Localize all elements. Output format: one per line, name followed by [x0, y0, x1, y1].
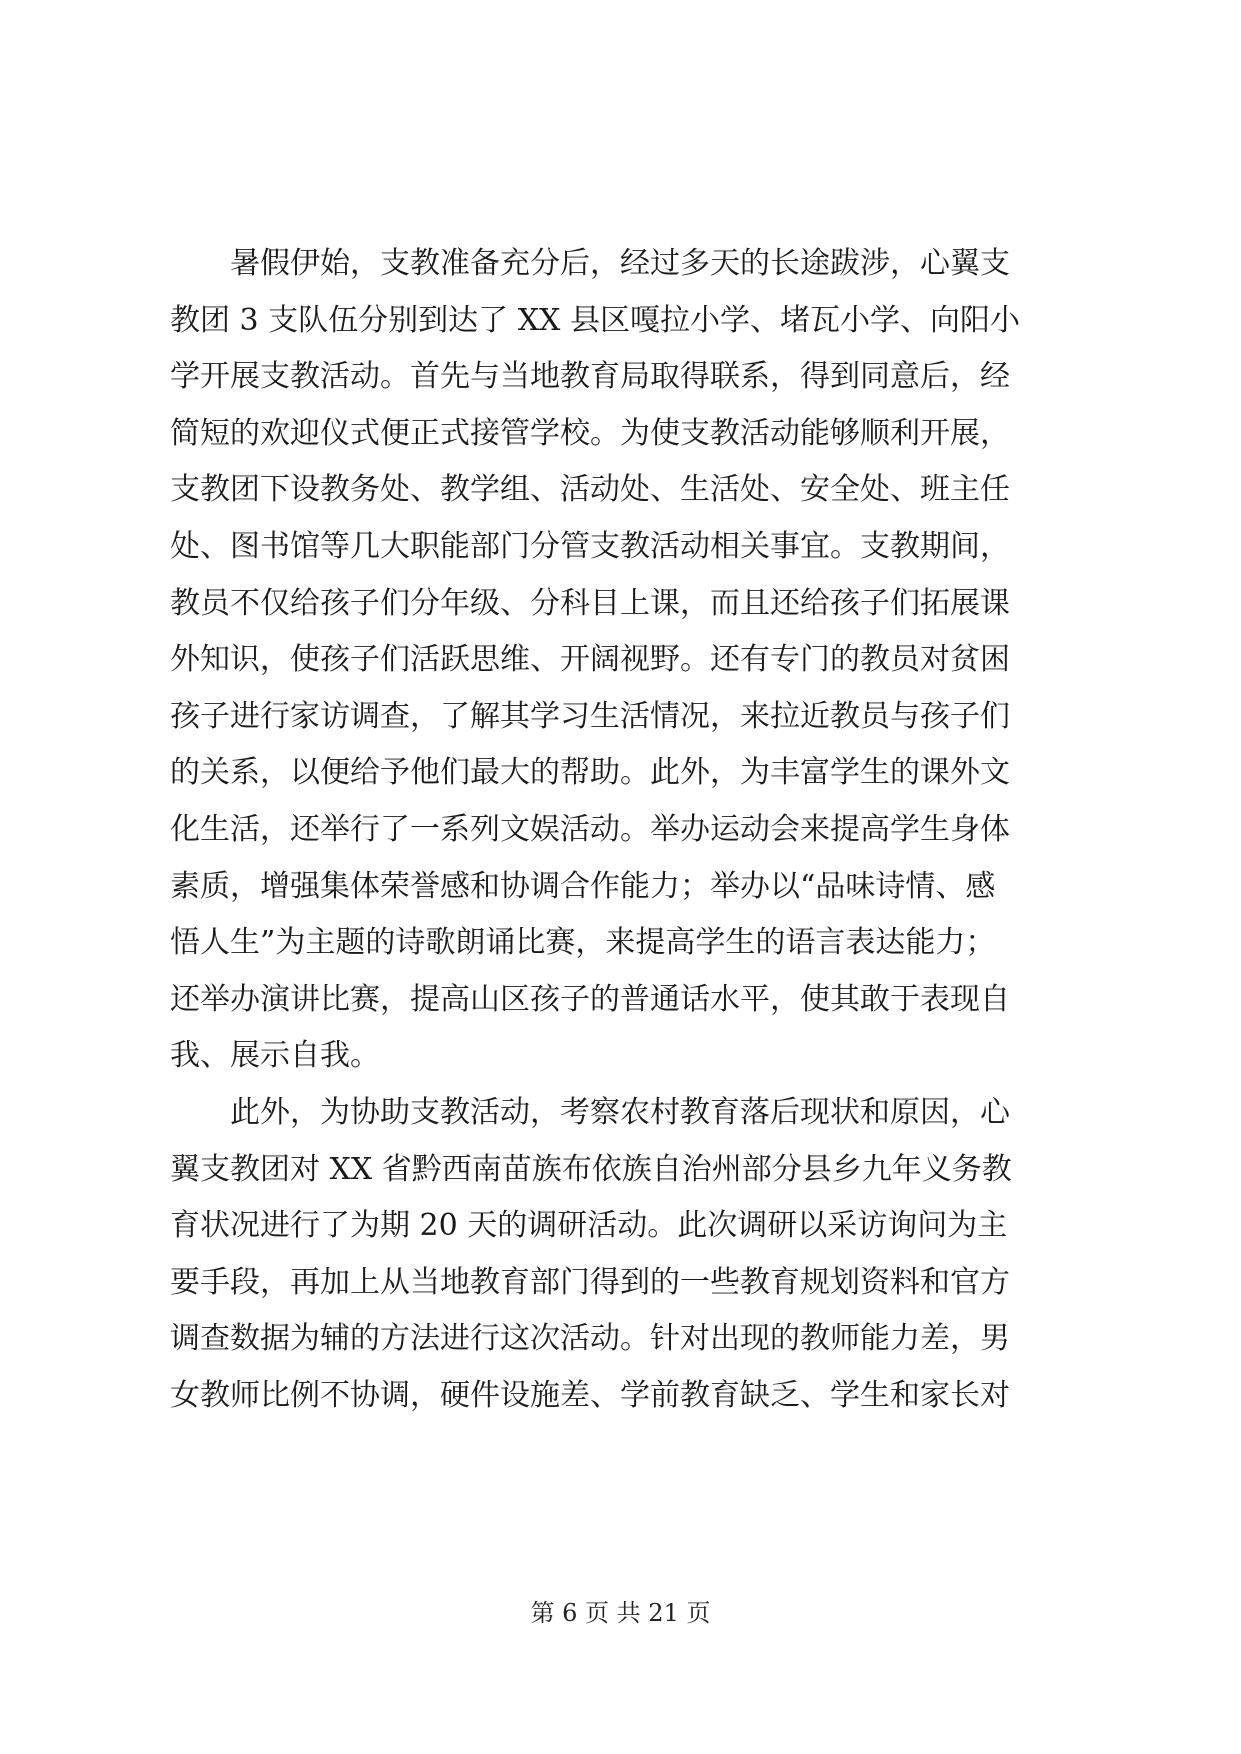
- text-line: 女教师比例不协调，硬件设施差、学前教育缺乏、学生和家长对: [170, 1377, 1010, 1413]
- text-line: 的关系，以便给予他们最大的帮助。此外，为丰富学生的课外文: [170, 755, 1010, 791]
- text-line: 暑假伊始，支教准备充分后，经过多天的长途跋涉，心翼支: [170, 246, 1010, 281]
- body-text: [170, 236, 1070, 1424]
- page-footer: [0, 1597, 1241, 1629]
- text-line: 调查数据为辅的方法进行这次活动。针对出现的教师能力差，男: [170, 1321, 1010, 1357]
- text-line: 学开展支教活动。首先与当地教育局取得联系，得到同意后，经: [170, 359, 1010, 395]
- text-line: 悟人生”为主题的诗歌朗诵比赛，来提高学生的语言表达能力；: [170, 925, 996, 961]
- text-line: 处、图书馆等几大职能部门分管支教活动相关事宜。支教期间，: [170, 528, 1010, 564]
- text-line: 支教团下设教务处、教学组、活动处、生活处、安全处、班主任: [170, 472, 1010, 508]
- text-line: 素质，增强集体荣誉感和协调合作能力；举办以“品味诗情、感: [170, 868, 996, 904]
- text-line: 教团 3 支队伍分别到达了 XX 县区嘎拉小学、堵瓦小学、向阳小: [170, 302, 1020, 338]
- text-line: 还举办演讲比赛，提高山区孩子的普通话水平，使其敢于表现自: [170, 981, 1010, 1017]
- page-number: 第 6 页 共 21 页: [530, 1599, 711, 1627]
- text-line: 此外，为协助支教活动，考察农村教育落后现状和原因，心: [170, 1094, 1010, 1130]
- text-line: 外知识，使孩子们活跃思维、开阔视野。还有专门的教员对贫困: [170, 642, 1010, 678]
- text-line: 育状况进行了为期 20 天的调研活动。此次调研以采访询问为主: [170, 1208, 1008, 1244]
- text-line: 孩子进行家访调查，了解其学习生活情况，来拉近教员与孩子们: [170, 698, 1010, 734]
- text-line: 简短的欢迎仪式便正式接管学校。为使支教活动能够顺利开展，: [170, 415, 1010, 451]
- text-line: 我、展示自我。: [170, 1038, 380, 1074]
- text-line: 教员不仅给孩子们分年级、分科目上课，而且还给孩子们拓展课: [170, 585, 1010, 621]
- text-line: 要手段，再加上从当地教育部门得到的一些教育规划资料和官方: [170, 1264, 1010, 1300]
- text-line: 化生活，还举行了一系列文娱活动。举办运动会来提高学生身体: [170, 811, 1010, 847]
- text-line: 翼支教团对 XX 省黔西南苗族布依族自治州部分县乡九年义务教: [170, 1151, 1012, 1187]
